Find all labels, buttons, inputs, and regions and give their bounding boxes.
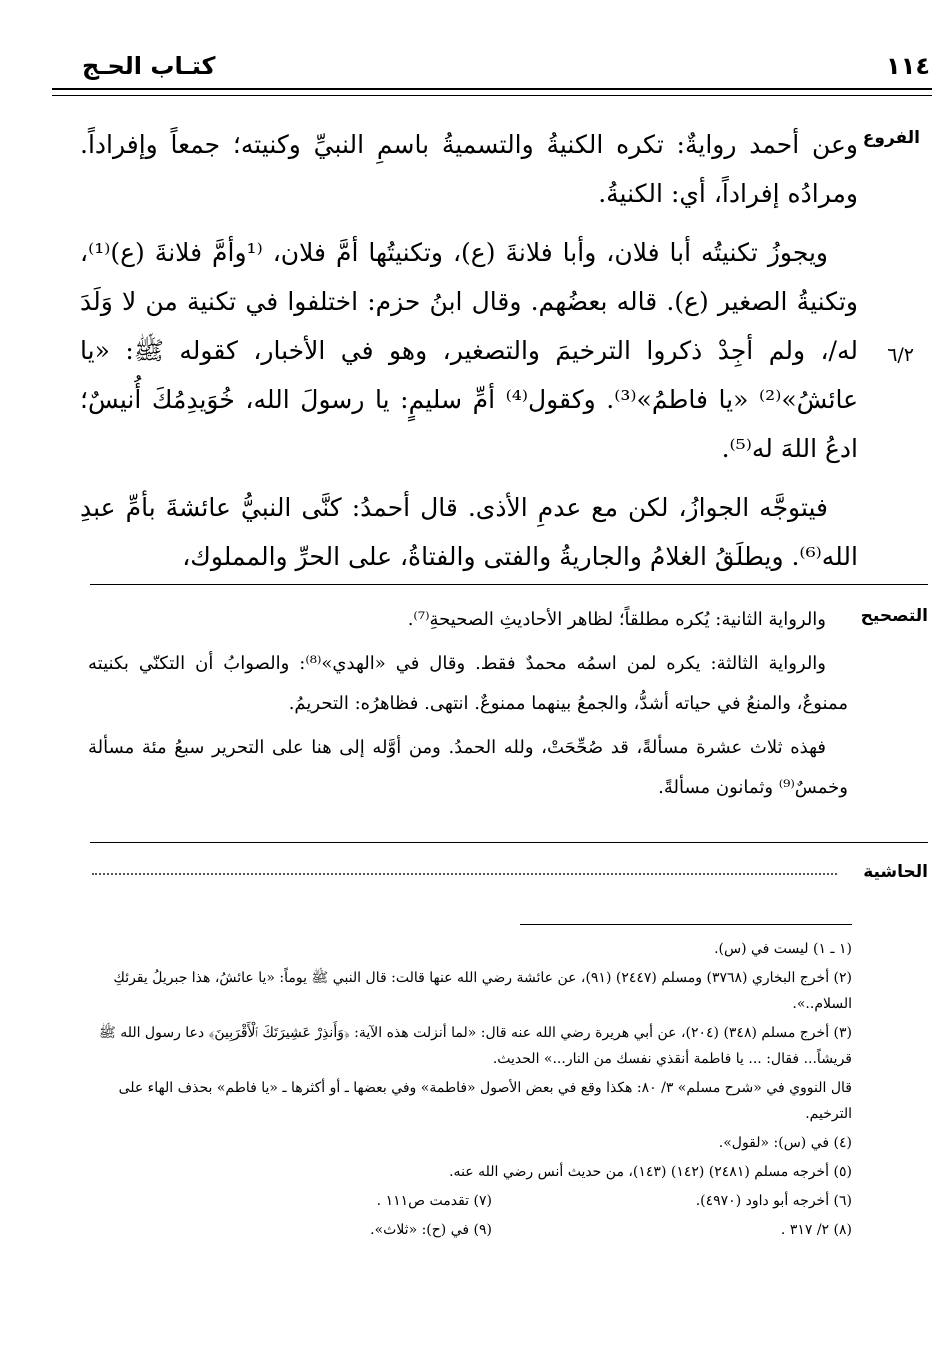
- furu-paragraph-2: ويجوزُ تكنيتُه أبا فلان، وأبا فلانةَ (ع)، وتكنيتُها أمَّ فلان، ⁽¹وأمَّ فلانةَ (ع)⁽¹⁾، وتكنيةُ الصغير (ع). قاله بعضُهم. وقال ابنُ حزم: اختلفوا في تكنية من لا وَلَدَ له/، ولم أجِدْ ذكروا الترخيمَ والتصغير، وهو في الأخبار، كقوله ﷺ: «يا عائشُ»⁽²⁾ «يا فاطمُ»⁽³⁾. وكقول⁽⁴⁾ أمِّ سليمٍ: يا رسولَ الله، خُوَيدِمُكَ أُنيسٌ؛ ادعُ اللهَ له⁽⁵⁾.: [80, 238, 859, 463]
- tashih-paragraph-3: فهذه ثلاث عشرة مسألةً، قد صُحِّحَتْ، ولله الحمدُ. ومن أوَّله إلى هنا على التحرير سبعُ مئة مسألة وخمسٌ⁽⁹⁾ وثمانون مسألةً.: [88, 737, 848, 798]
- page-number: ١١٤: [886, 52, 930, 80]
- footnotes: [88, 936, 852, 1246]
- book-title: كتـاب الحـج: [82, 52, 216, 80]
- footnote-4: (٤) في (س): «لقول».: [718, 1135, 852, 1151]
- footnote-3-note: قال النووي في «شرح مسلم» ٣/ ٨٠: هكذا وقع في بعض الأصول «فاطمة» وفي بعضها ـ أو أكثرها ـ «يا فاطم» بحذف الهاء على الترخيم.: [118, 1080, 852, 1122]
- margin-page-ref: ٦/٢: [887, 344, 914, 366]
- footnote-9: (٩) في (ح): «ثلاث».: [370, 1222, 492, 1238]
- footnote-row-8-9: [88, 1217, 852, 1243]
- footnote-7: (٧) تقدمت ص١١١ .: [376, 1193, 492, 1209]
- page-header: [52, 46, 930, 92]
- footnote-5: (٥) أخرجه مسلم (٢٤٨١) (١٤٢) (١٤٣)، من حديث أنس رضي الله عنه.: [449, 1164, 852, 1180]
- furu-paragraph-3: فيتوجَّه الجوازُ، لكن مع عدمِ الأذى. قال أحمدُ: كنَّى النبيُّ عائشةَ بأمِّ عبدِ الله⁽⁶⁾. ويطلَقُ الغلامُ والجاريةُ والفتى والفتاةُ، على الحرِّ والمملوك،: [80, 493, 858, 571]
- tashih-paragraph-2: والرواية الثالثة: يكره لمن اسمُه محمدٌ فقط. وقال في «الهدي»⁽⁸⁾: والصوابُ أن التكنّي بكنيته ممنوعٌ، والمنعُ في حياته أشدُّ، والجمعُ بينهما ممنوعٌ. انتهى. فظاهرُه: التحريمُ.: [88, 653, 848, 714]
- tashih-text: [88, 600, 848, 812]
- hashiya-dotted-line: [92, 873, 837, 875]
- section-divider-1: [90, 584, 928, 585]
- header-rule: [52, 88, 932, 96]
- footnote-1: (١ ـ ١) ليست في (س).: [714, 941, 852, 957]
- furu-text: [80, 120, 858, 591]
- footnote-2: (٢) أخرج البخاري (٣٧٦٨) ومسلم (٢٤٤٧) (٩١)، عن عائشة رضي الله عنها قالت: قال النبي ﷺ يوماً: «يا عائشُ، هذا جبريلُ يقرئكِ السلام..».: [113, 970, 852, 1012]
- footnote-separator: [520, 924, 852, 925]
- section-divider-2: [90, 842, 928, 843]
- margin-label-tashih: التصحيح: [860, 606, 928, 626]
- furu-paragraph-1: وعن أحمد روايةٌ: تكره الكنيةُ والتسميةُ باسمِ النبيِّ وكنيته؛ جمعاً وإفراداً. ومرادُه إفراداً، أي: الكنيةُ.: [80, 130, 858, 208]
- footnote-3: (٣) أخرج مسلم (٣٤٨) (٢٠٤)، عن أبي هريرة رضي الله عنه قال: «لما أنزلت هذه الآية: ﴿وَأَنذِرْ عَشِيرَتَكَ ٱلْأَقْرَبِينَ﴾ دعا رسول الله ﷺ قريشاً... فقال: ... يا فاطمة أنقذي نفسك من النار...» الحديث.: [98, 1025, 852, 1067]
- footnote-6: (٦) أخرجه أبو داود (٤٩٧٠).: [695, 1193, 852, 1209]
- footnote-8: (٨) ٢/ ٣١٧ .: [780, 1222, 852, 1238]
- footnote-row-6-7: [88, 1188, 852, 1214]
- margin-label-hashiya: الحاشية: [863, 862, 928, 882]
- margin-label-furu: الفروع: [862, 128, 920, 148]
- tashih-paragraph-1: والرواية الثانية: يُكره مطلقاً؛ لظاهر الأحاديثِ الصحيحةِ⁽⁷⁾.: [407, 609, 826, 630]
